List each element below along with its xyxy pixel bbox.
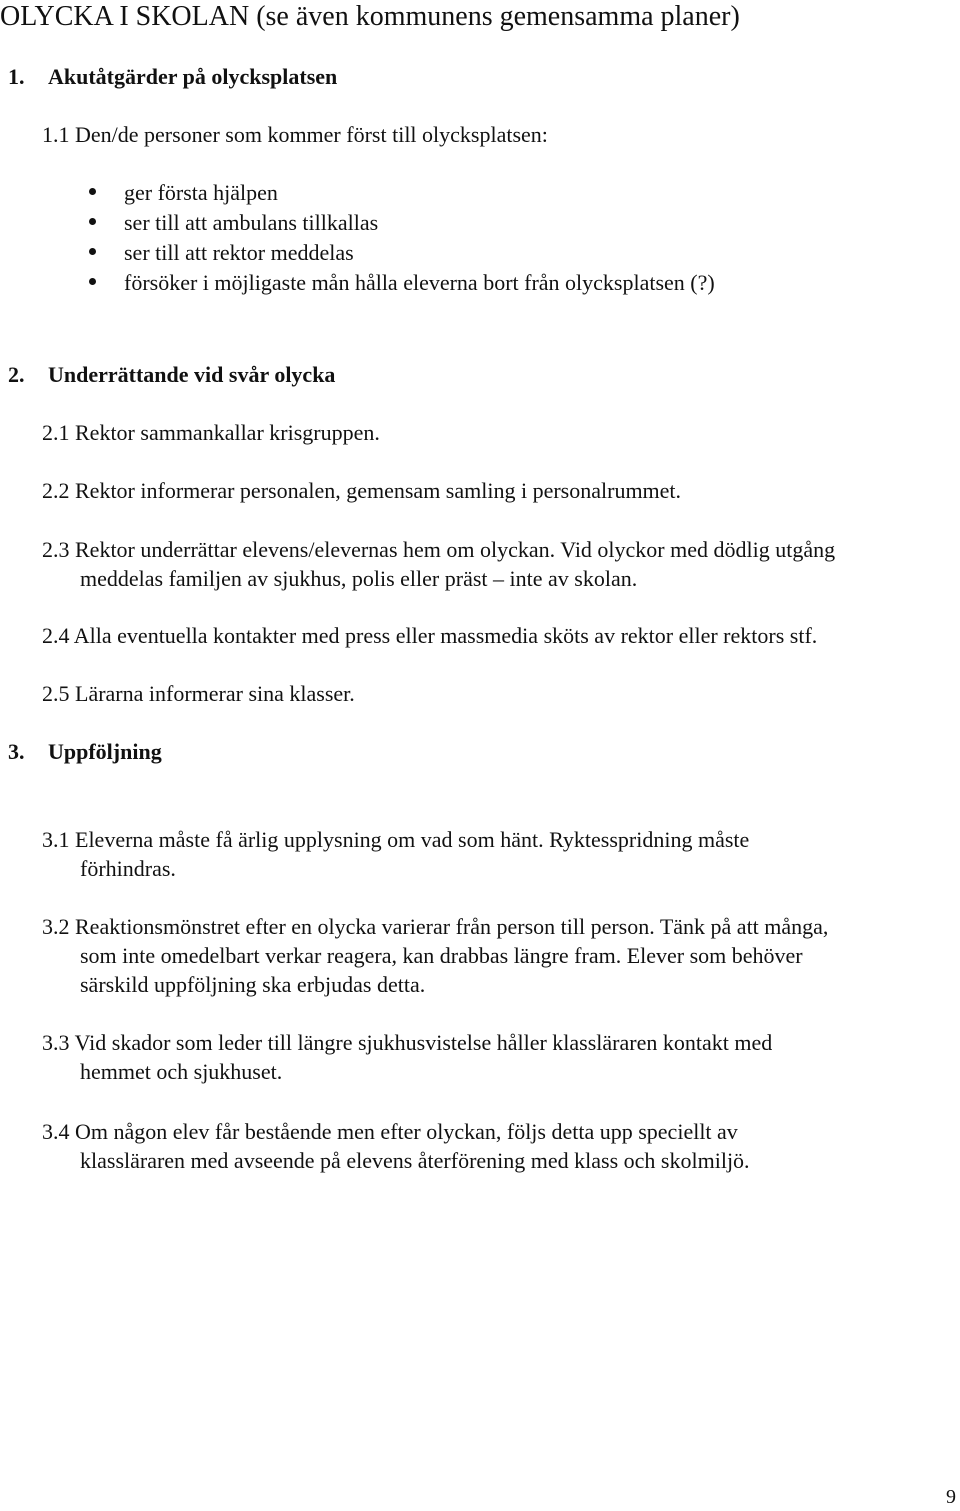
paragraph-1-1: 1.1 Den/de personer som kommer först till olycksplatsen: — [42, 122, 548, 147]
page-number: 9 — [946, 1486, 956, 1508]
list-item: försöker i möjligaste mån hålla eleverna bort från olycksplatsen (?) — [124, 270, 715, 295]
paragraph-2-4: 2.4 Alla eventuella kontakter med press eller massmedia sköts av rektor eller rektors stf. — [42, 623, 818, 648]
section-3-heading: Uppföljning — [48, 739, 162, 764]
section-3-number: 3. — [8, 739, 25, 764]
list-item: ser till att ambulans tillkallas — [124, 210, 379, 235]
paragraph-2-5: 2.5 Lärarna informerar sina klasser. — [42, 681, 355, 706]
paragraph-3-4-line-2: klassläraren med avseende på elevens återförening med klass och skolmiljö. — [80, 1148, 750, 1173]
bullet-icon — [89, 248, 96, 255]
paragraph-3-2-line-3: särskild uppföljning ska erbjudas detta. — [80, 972, 426, 997]
section-1-heading: Akutåtgärder på olycksplatsen — [48, 64, 338, 89]
bullet-icon — [89, 188, 96, 195]
paragraph-2-1: 2.1 Rektor sammankallar krisgruppen. — [42, 420, 380, 445]
section-1-number: 1. — [8, 64, 25, 89]
paragraph-3-1-line-2: förhindras. — [80, 856, 176, 881]
bullet-icon — [89, 278, 96, 285]
section-2-number: 2. — [8, 362, 25, 387]
section-2-heading: Underrättande vid svår olycka — [48, 362, 336, 387]
bullet-icon — [89, 218, 96, 225]
list-item: ger första hjälpen — [124, 180, 278, 205]
paragraph-3-2-line-1: 3.2 Reaktionsmönstret efter en olycka varierar från person till person. Tänk på att många, — [42, 914, 829, 939]
page-title: OLYCKA I SKOLAN (se även kommunens gemensamma planer) — [0, 1, 740, 32]
list-item: ser till att rektor meddelas — [124, 240, 354, 265]
paragraph-2-3-line-1: 2.3 Rektor underrättar elevens/elevernas hem om olyckan. Vid olyckor med dödlig utgång — [42, 537, 836, 562]
paragraph-3-1-line-1: 3.1 Eleverna måste få ärlig upplysning om vad som hänt. Ryktesspridning måste — [42, 827, 750, 852]
paragraph-3-3-line-1: 3.3 Vid skador som leder till längre sjukhusvistelse håller klassläraren kontakt med — [42, 1030, 773, 1055]
paragraph-3-3-line-2: hemmet och sjukhuset. — [80, 1059, 283, 1084]
paragraph-3-4-line-1: 3.4 Om någon elev får bestående men efter olyckan, följs detta upp speciellt av — [42, 1119, 738, 1144]
paragraph-3-2-line-2: som inte omedelbart verkar reagera, kan drabbas längre fram. Elever som behöver — [80, 943, 803, 968]
paragraph-2-3-line-2: meddelas familjen av sjukhus, polis eller präst – inte av skolan. — [80, 566, 638, 591]
paragraph-2-2: 2.2 Rektor informerar personalen, gemensam samling i personalrummet. — [42, 478, 682, 503]
